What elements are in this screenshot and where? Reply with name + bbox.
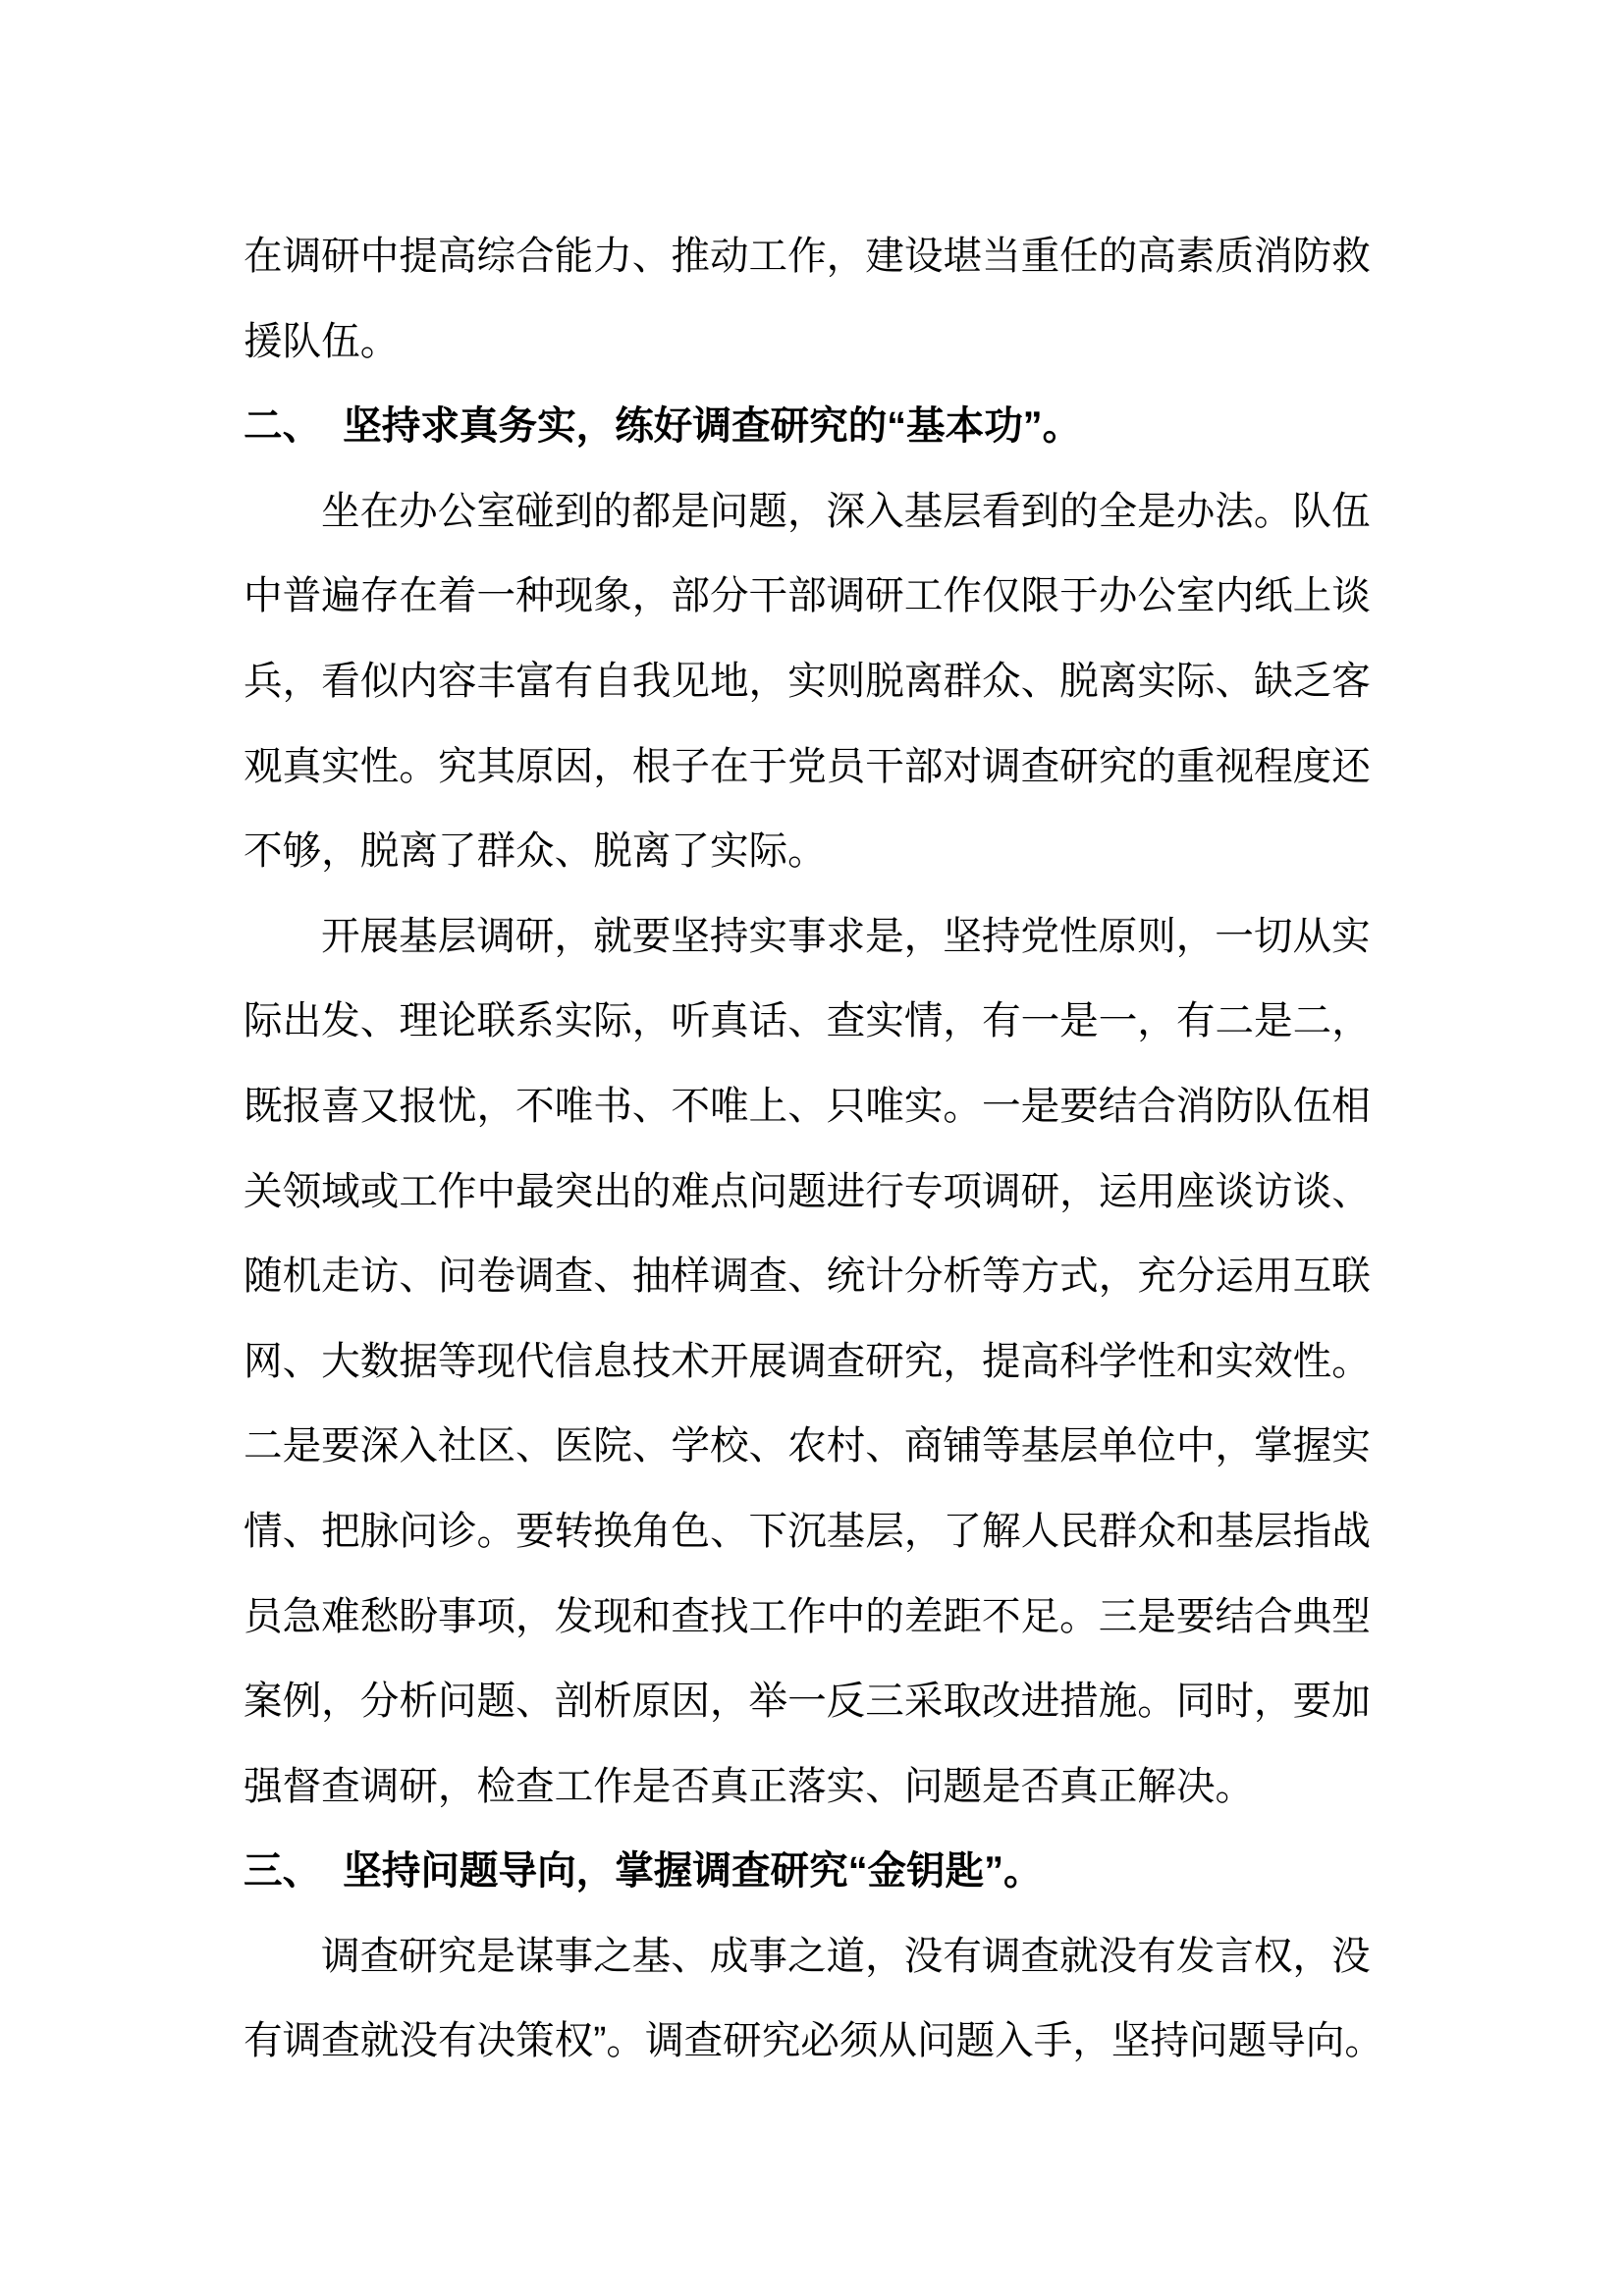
paragraph-line: 有调查就没有决策权”。调查研究必须从问题入手，坚持问题导向。 xyxy=(244,2019,1383,2063)
paragraph-line: 际出发、理论联系实际，听真话、查实情，有一是一，有二是二， xyxy=(244,999,1371,1043)
paragraph-line: 观真实性。究其原因，根子在于党员干部对调查研究的重视程度还 xyxy=(244,744,1371,788)
paragraph-line: 在调研中提高综合能力、推动工作，建设堪当重任的高素质消防救 xyxy=(244,235,1371,278)
section-number: 二、 xyxy=(244,404,322,449)
paragraph-line: 关领域或工作中最突出的难点问题进行专项调研，运用座谈访谈、 xyxy=(244,1169,1371,1213)
paragraph-line: 强督查调研，检查工作是否真正落实、问题是否真正解决。 xyxy=(244,1764,1255,1808)
section-heading-2 xyxy=(244,384,1412,469)
paragraph-line: 坐在办公室碰到的都是问题，深入基层看到的全是办法。队伍 xyxy=(321,489,1371,533)
paragraph-line: 援队伍。 xyxy=(244,319,400,363)
section-title: 坚持问题导向，掌握调查研究“金钥匙”。 xyxy=(343,1849,1043,1894)
section-title: 坚持求真务实，练好调查研究的“基本功”。 xyxy=(343,404,1082,449)
paragraph-line: 既报喜又报忧，不唯书、不唯上、只唯实。一是要结合消防队伍相 xyxy=(244,1084,1371,1128)
paragraph-line: 随机走访、问卷调查、抽样调查、统计分析等方式，充分运用互联 xyxy=(244,1255,1371,1299)
paragraph-line: 开展基层调研，就要坚持实事求是，坚持党性原则，一切从实 xyxy=(321,914,1371,958)
document-body xyxy=(244,214,1412,2084)
paragraph-line: 二是要深入社区、医院、学校、农村、商铺等基层单位中，掌握实 xyxy=(244,1424,1371,1468)
paragraph-line: 不够，脱离了群众、脱离了实际。 xyxy=(244,829,827,874)
section-heading-3 xyxy=(244,1829,1412,1914)
paragraph-line: 兵，看似内容丰富有自我见地，实则脱离群众、脱离实际、缺乏客 xyxy=(244,659,1371,703)
paragraph-line: 员急难愁盼事项，发现和查找工作中的差距不足。三是要结合典型 xyxy=(244,1594,1371,1638)
paragraph-line: 案例，分析问题、剖析原因，举一反三采取改进措施。同时，要加 xyxy=(244,1680,1371,1724)
paragraph-line: 情、把脉问诊。要转换角色、下沉基层，了解人民群众和基层指战 xyxy=(244,1509,1371,1553)
paragraph-line: 调查研究是谋事之基、成事之道，没有调查就没有发言权，没 xyxy=(321,1934,1371,1978)
paragraph-line: 网、大数据等现代信息技术开展调查研究，提高科学性和实效性。 xyxy=(244,1339,1371,1383)
section-number: 三、 xyxy=(244,1849,322,1894)
paragraph-line: 中普遍存在着一种现象，部分干部调研工作仅限于办公室内纸上谈 xyxy=(244,574,1371,618)
